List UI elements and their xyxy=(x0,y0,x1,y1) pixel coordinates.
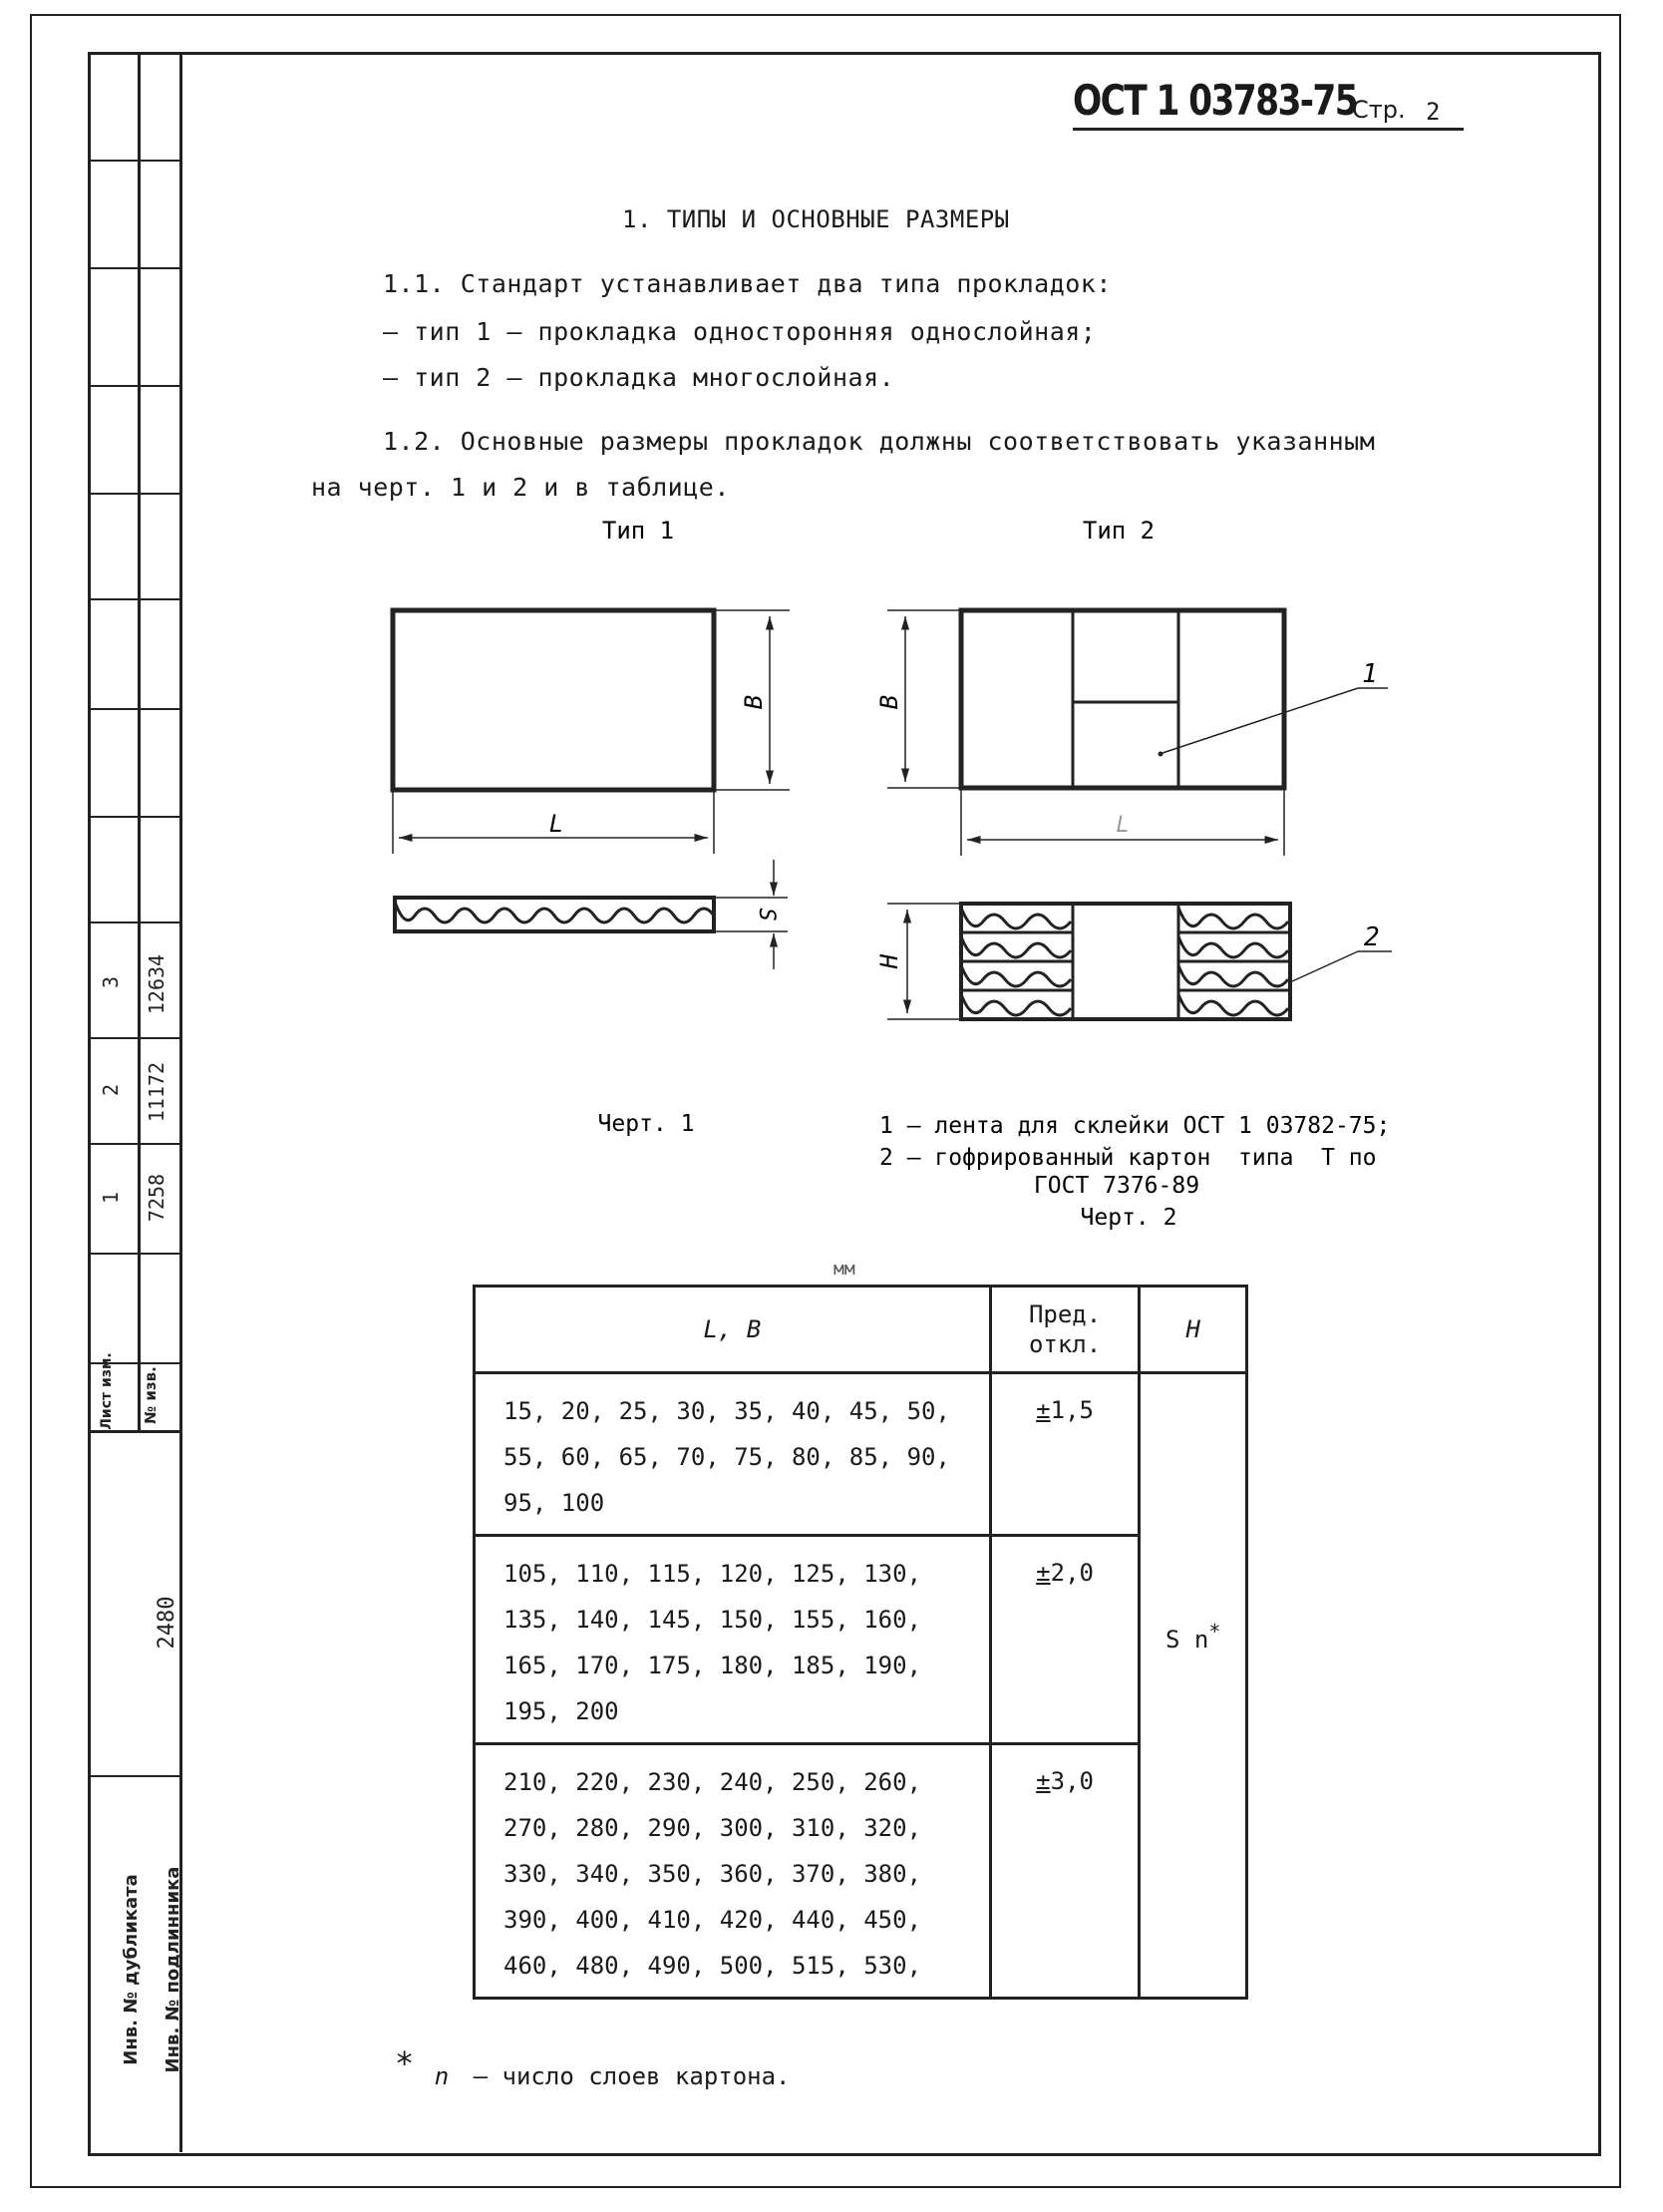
paragraph-1-2-line2: на черт. 1 и 2 и в таблице. xyxy=(311,473,730,502)
footnote-variable: n xyxy=(434,2062,450,2090)
footnote-text: – число слоев картона. xyxy=(473,2062,791,2090)
callout-2-label: 2 xyxy=(1364,922,1380,952)
row-1-tolerance: ±1,5 xyxy=(990,1373,1140,1536)
section-title: 1. ТИПЫ И ОСНОВНЫЕ РАЗМЕРЫ xyxy=(622,205,1010,233)
table-unit: мм xyxy=(833,1259,855,1280)
paragraph-1-1: 1.1. Стандарт устанавливает два типа прокладок: xyxy=(383,269,1112,298)
label-inv-duplicate: Инв. № дубликата xyxy=(121,1874,142,2065)
type1-dim-B-label: B xyxy=(740,694,768,710)
notice-number-3: 12634 xyxy=(145,953,168,1015)
page-label: Стр. xyxy=(1352,96,1406,124)
row-2-tolerance: ±2,0 xyxy=(990,1536,1140,1744)
table-header-row xyxy=(475,1287,1247,1373)
change-number-2: 2 xyxy=(99,1083,123,1097)
type2-dim-L-label: L xyxy=(1116,813,1130,838)
row-3-values: 210, 220, 230, 240, 250, 260, 270, 280, 290, 300, 310, 320, 330, 340, 350, 360, 370, 380, 390, 400, 410, 420, 440, 450, 460, 480, 490, 500, 515, 530, xyxy=(475,1744,991,1999)
paragraph-1-2-line1: 1.2. Основные размеры прокладок должны соответствовать указанным xyxy=(383,427,1376,456)
header-lb: L, B xyxy=(475,1287,991,1373)
type2-dim-B-label: B xyxy=(875,694,903,710)
figure-1-caption: Черт. 1 xyxy=(597,1111,695,1137)
inventory-number: 2480 xyxy=(155,1596,179,1650)
paragraph-type1: – тип 1 – прокладка односторонняя однослойная; xyxy=(383,317,1097,346)
callout-1-leader xyxy=(1163,688,1358,753)
type2-dim-H-label: H xyxy=(875,953,903,969)
standard-code: ОСТ 1 03783-75 xyxy=(1073,76,1358,125)
legend-item-2-line1: 2 – гофрированный картон типа Т по xyxy=(879,1145,1377,1171)
row-1-values: 15, 20, 25, 30, 35, 40, 45, 50, 55, 60, 65, 70, 75, 80, 85, 90, 95, 100 xyxy=(475,1373,991,1536)
table-row xyxy=(475,1536,1247,1744)
header-h: H xyxy=(1140,1287,1247,1373)
row-2-values: 105, 110, 115, 120, 125, 130, 135, 140, 145, 150, 155, 160, 165, 170, 175, 180, 185, 190, 195, 200 xyxy=(475,1536,991,1744)
header-deviation: Пред. откл. xyxy=(990,1287,1140,1373)
figure-2-caption: Черт. 2 xyxy=(1080,1205,1177,1231)
change-number-1: 1 xyxy=(99,1191,123,1205)
paragraph-type2: – тип 2 – прокладка многослойная. xyxy=(383,363,895,392)
footnote-mark: * xyxy=(395,2044,415,2082)
legend-item-1: 1 – лента для склейки ОСТ 1 03782-75; xyxy=(879,1113,1391,1139)
type1-dim-S-label: S xyxy=(754,908,779,922)
callout-2-leader xyxy=(1292,951,1358,981)
type1-plan xyxy=(393,610,714,790)
label-change-sheet: Лист изм. xyxy=(99,1352,115,1430)
page-number: 2 xyxy=(1426,98,1441,126)
dimensions-table xyxy=(473,1285,1248,2000)
label-notice: № изв. xyxy=(142,1366,160,1424)
h-value-cell: S n* xyxy=(1140,1373,1247,1999)
type2-plan xyxy=(961,610,1284,788)
change-number-3: 3 xyxy=(99,975,123,989)
type1-dim-L-label: L xyxy=(548,810,564,838)
notice-number-2: 11172 xyxy=(145,1061,168,1123)
row-3-tolerance: ±3,0 xyxy=(990,1744,1140,1999)
type1-label: Тип 1 xyxy=(601,517,675,545)
table-row xyxy=(475,1373,1247,1536)
legend-item-2-line2: ГОСТ 7376-89 xyxy=(1033,1173,1200,1199)
notice-number-1: 7258 xyxy=(145,1173,168,1223)
label-inv-original: Инв. № подлинника xyxy=(163,1866,183,2073)
table-row xyxy=(475,1744,1247,1999)
type2-label: Тип 2 xyxy=(1082,517,1156,545)
callout-1-label: 1 xyxy=(1362,659,1378,689)
footnote xyxy=(395,2044,791,2092)
